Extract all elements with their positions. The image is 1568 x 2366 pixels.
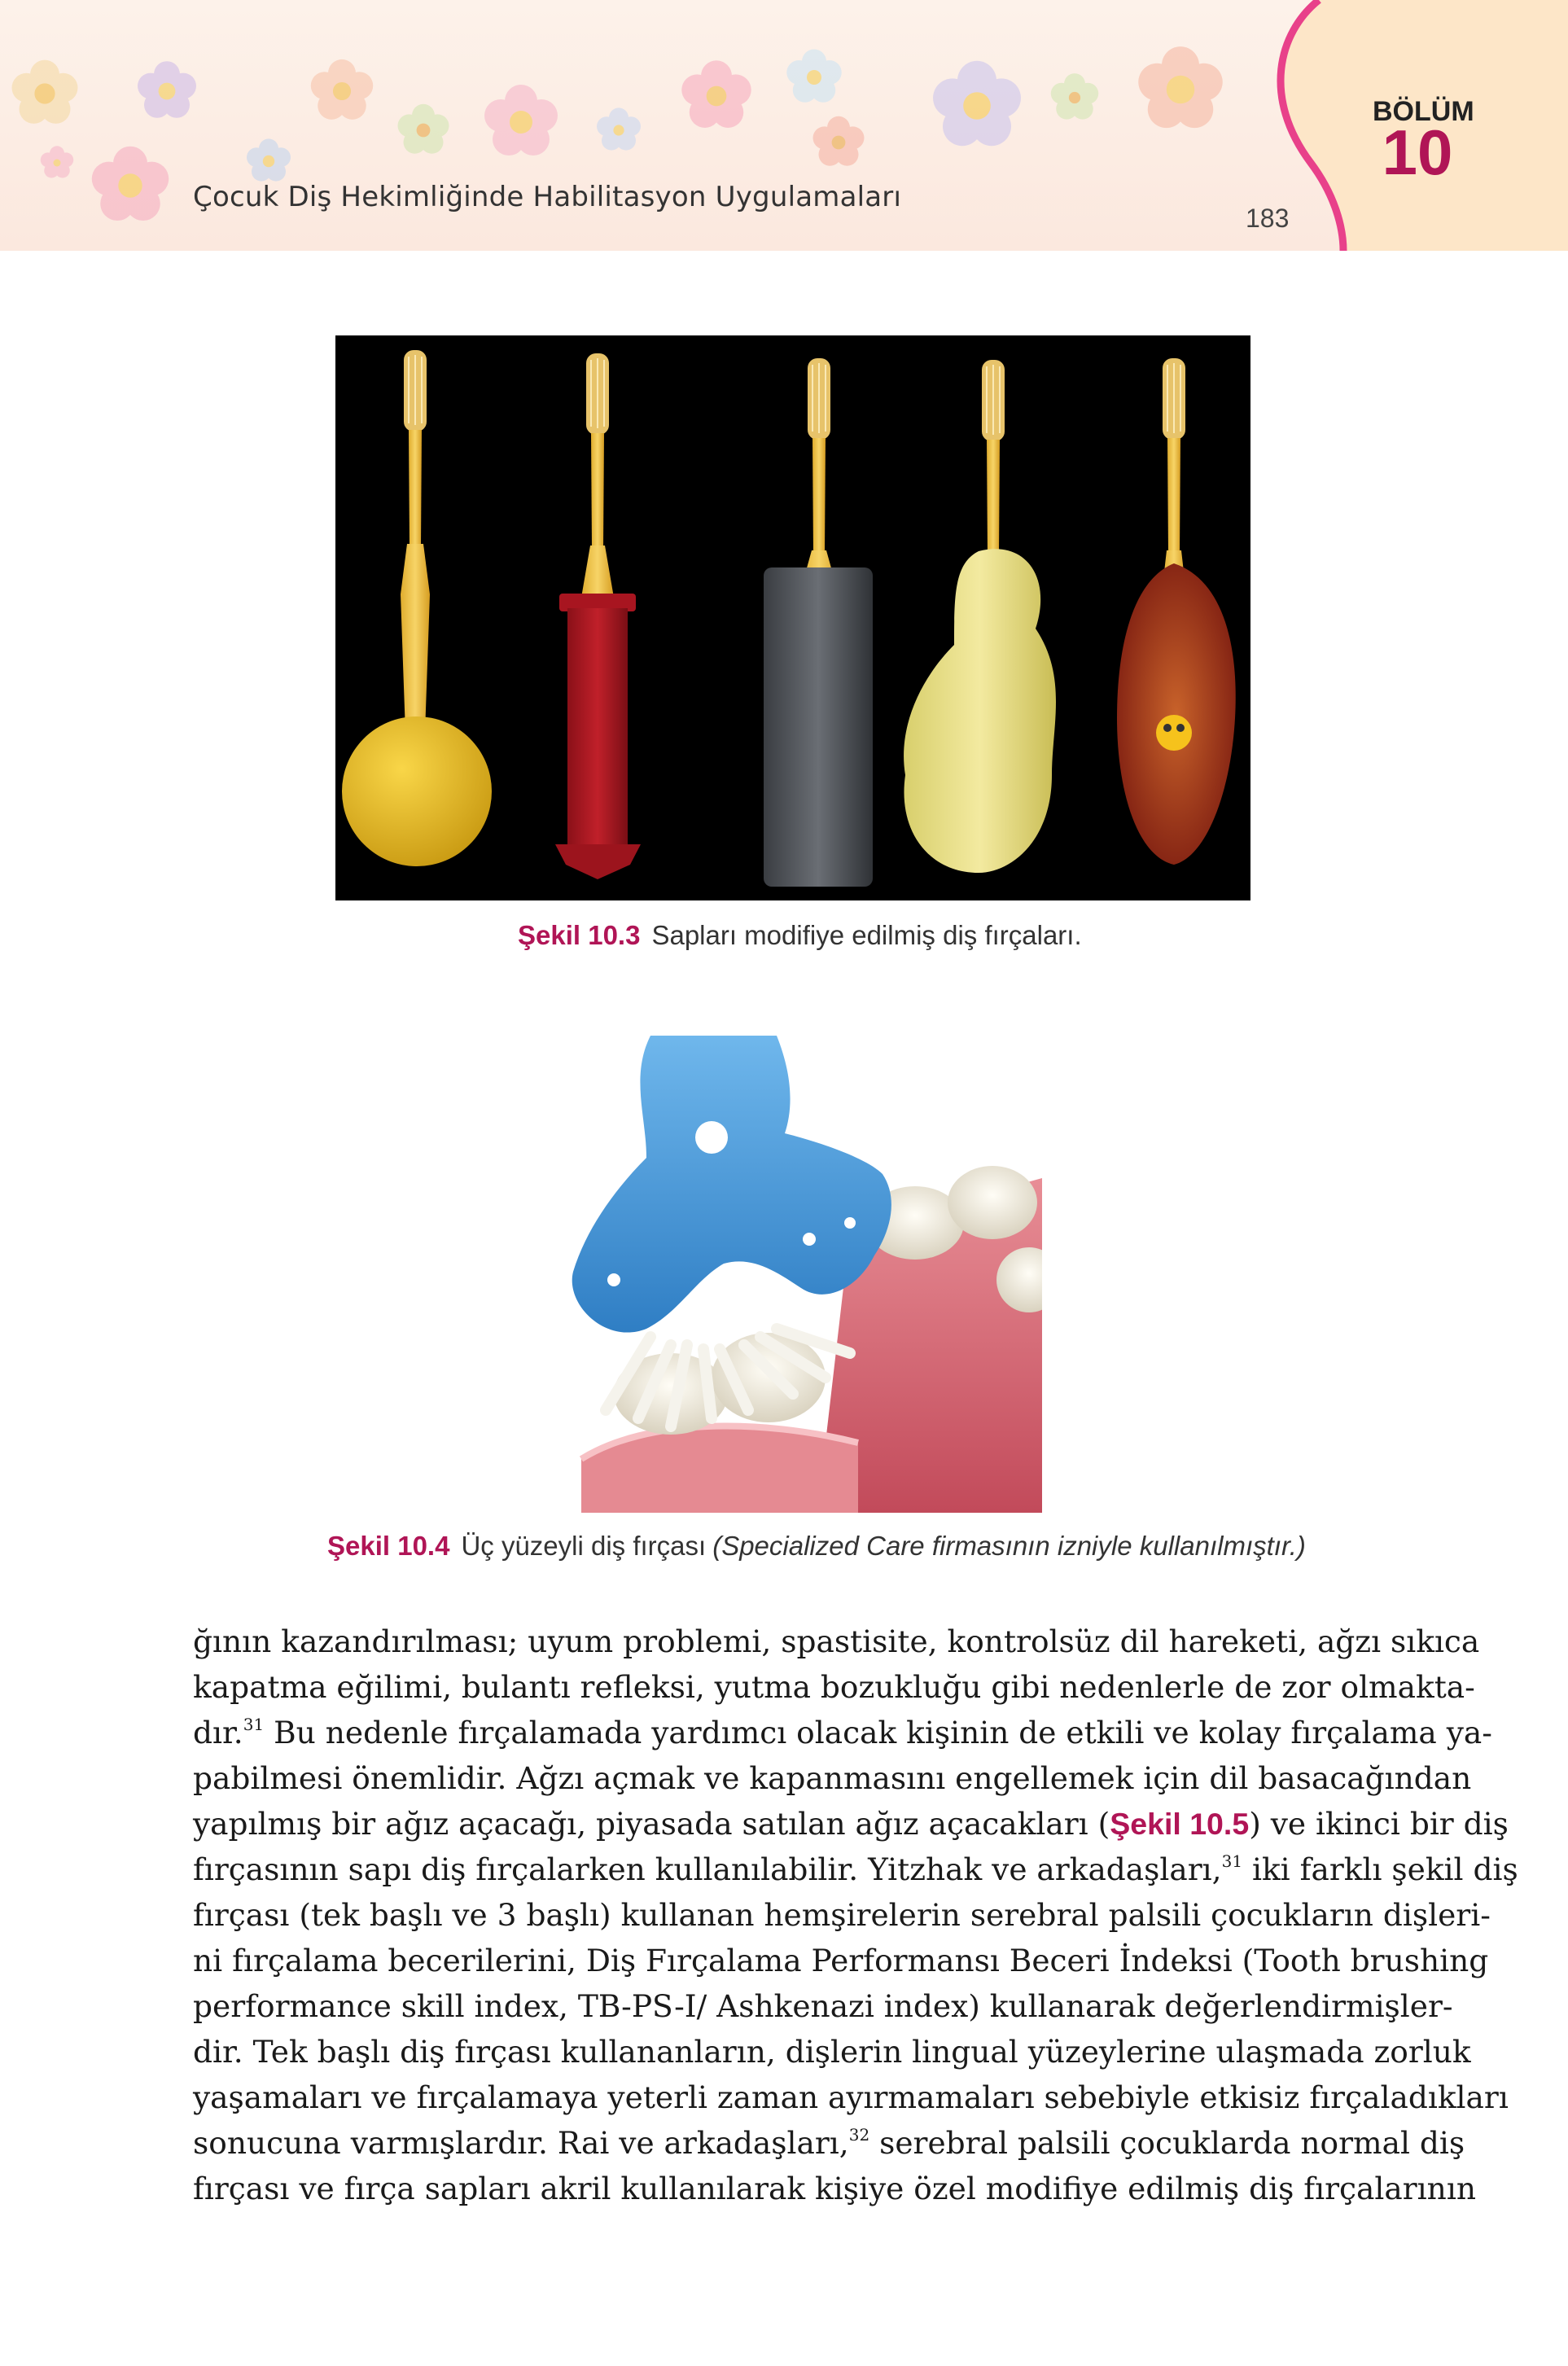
text-line: yaşamaları ve fırçalamaya yeterli zaman ayırmamaları sebebiyle etkisiz fırçaladıkları xyxy=(193,2079,1509,2115)
figure-label: Şekil 10.3 xyxy=(518,920,641,950)
citation-superscript: 32 xyxy=(848,2125,870,2145)
page-header xyxy=(0,0,1568,251)
figure-caption-10-4 xyxy=(327,1531,1306,1562)
text-line: kapatma eğilimi, bulantı refleksi, yutma bozukluğu gibi nedenlerle de zor olmakta- xyxy=(193,1669,1475,1705)
body-paragraph xyxy=(193,1619,1518,2211)
figure-label: Şekil 10.4 xyxy=(327,1531,450,1561)
text-line: dır.$^{31}$ Bu nedenle fırçalamada yardımcı olacak kişinin de etkili ve kolay fırçalama ya- xyxy=(193,1715,1492,1750)
chapter-number: 10 xyxy=(1382,116,1453,188)
caption-credit: (Specialized Care firmasının izniyle kullanılmıştır.) xyxy=(712,1531,1306,1561)
caption-text: Üç yüzeyli diş fırçası xyxy=(461,1531,707,1561)
text-line: sonucuna varmışlardır. Rai ve arkadaşları,$^{32}$ serebral palsili çocuklarda normal diş xyxy=(193,2125,1465,2161)
figure-caption-10-3 xyxy=(518,920,1082,951)
text-line: fırçası ve fırça sapları akril kullanılarak kişiye özel modifiye edilmiş diş fırçalarının xyxy=(193,2171,1476,2206)
citation-superscript: 31 xyxy=(1221,1851,1243,1871)
citation-superscript: 31 xyxy=(243,1715,265,1734)
figure-reference-link[interactable]: Şekil 10.5 xyxy=(1110,1807,1250,1841)
figure-modified-toothbrushes-photo xyxy=(335,335,1250,900)
text-line: performance skill index, TB-PS-I/ Ashkenazi index) kullanarak değerlendirmişler- xyxy=(193,1988,1453,2024)
text-line: yapılmış bir ağız açacağı, piyasada satılan ağız açacakları (Şekil 10.5) ve ikinci bir diş xyxy=(193,1806,1509,1842)
chapter-label: BÖLÜM xyxy=(1373,96,1474,127)
figure-three-sided-toothbrush-photo xyxy=(549,1036,1042,1513)
text-line: pabilmesi önemlidir. Ağzı açmak ve kapanmasını engellemek için dil basacağından xyxy=(193,1760,1472,1796)
running-title: Çocuk Diş Hekimliğinde Habilitasyon Uygulamaları xyxy=(193,181,902,213)
text-line: ni fırçalama becerilerini, Diş Fırçalama Performansı Beceri İndeksi (Tooth brushing xyxy=(193,1943,1489,1978)
page-number: 183 xyxy=(1246,204,1290,233)
caption-text: Sapları modifiye edilmiş diş fırçaları. xyxy=(651,920,1082,950)
text-line: fırçasının sapı diş fırçalarken kullanılabilir. Yitzhak ve arkadaşları,$^{31}$ iki farklı şekil diş xyxy=(193,1851,1518,1887)
text-line: ğının kazandırılması; uyum problemi, spastisite, kontrolsüz dil hareketi, ağzı sıkıca xyxy=(193,1623,1480,1659)
text-line: dir. Tek başlı diş fırçası kullananların, dişlerin lingual yüzeylerine ulaşmada zorluk xyxy=(193,2034,1471,2070)
text-line: fırçası (tek başlı ve 3 başlı) kullanan hemşirelerin serebral palsili çocukların dişleri- xyxy=(193,1897,1491,1933)
